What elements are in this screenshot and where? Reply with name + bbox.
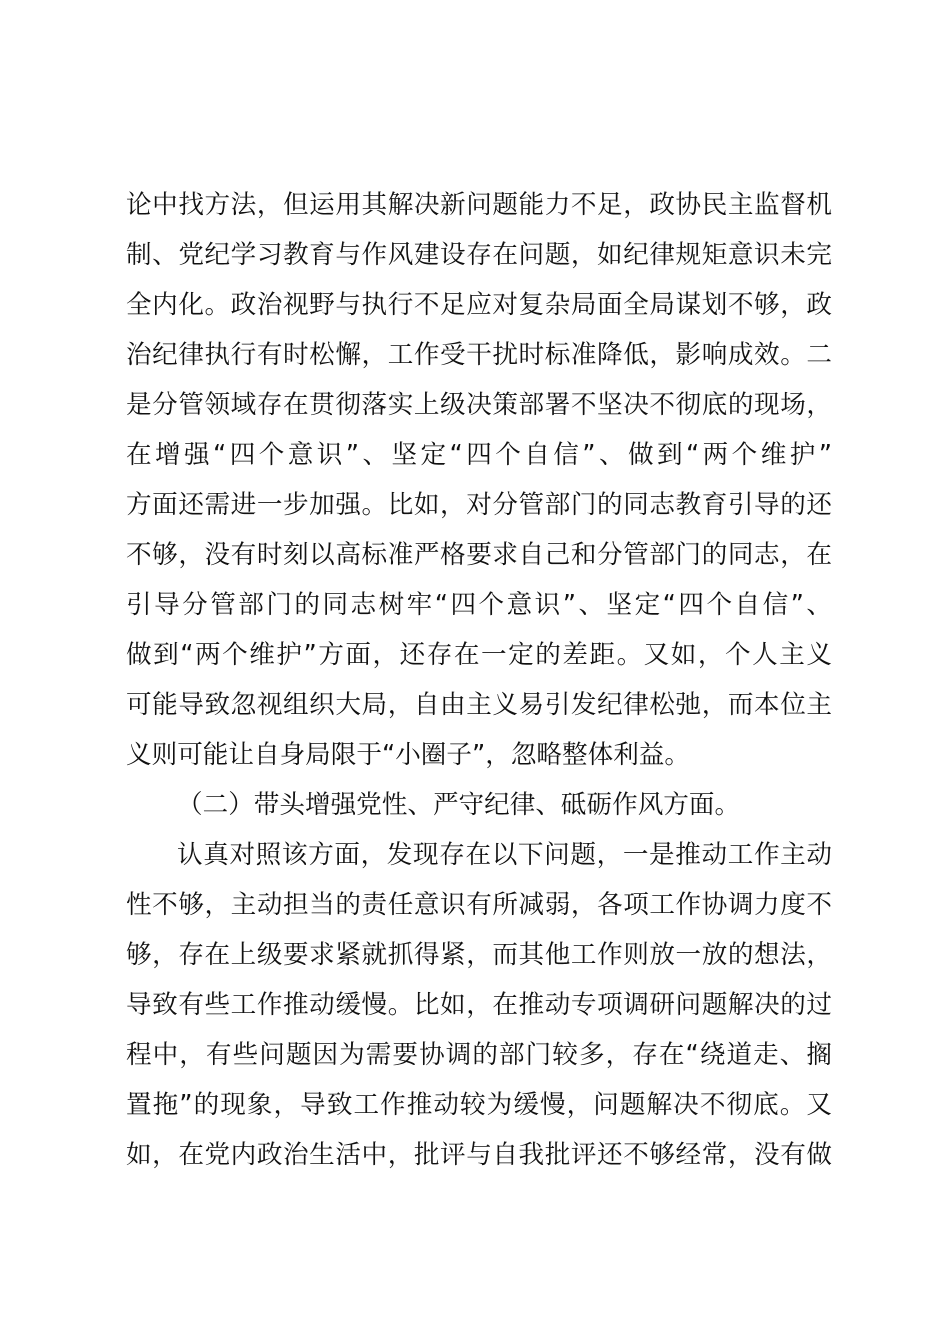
text-line-20: 如，在党内政治生活中，批评与自我批评还不够经常，没有做 [126, 1140, 832, 1170]
document-body [126, 180, 832, 1180]
text-line-7: 方面还需进一步加强。比如，对分管部门的同志教育引导的还 [126, 490, 832, 520]
text-line-16: 够，存在上级要求紧就抓得紧，而其他工作则放一放的想法， [126, 940, 832, 970]
text-line-3: 全内化。政治视野与执行不足应对复杂局面全局谋划不够，政 [126, 290, 832, 320]
text-line-12: 义则可能让自身局限于“小圈子”，忽略整体利益。 [126, 740, 690, 770]
text-line-19: 置拖”的现象，导致工作推动较为缓慢，问题解决不彻底。又 [126, 1090, 832, 1120]
text-line-11: 可能导致忽视组织大局，自由主义易引发纪律松弛，而本位主 [126, 690, 832, 720]
text-line-17: 导致有些工作推动缓慢。比如，在推动专项调研问题解决的过 [126, 990, 832, 1020]
text-line-5: 是分管领域存在贯彻落实上级决策部署不坚决不彻底的现场， [126, 390, 832, 420]
text-line-1: 论中找方法，但运用其解决新问题能力不足，政协民主监督机 [126, 190, 832, 220]
text-line-15: 性不够，主动担当的责任意识有所减弱，各项工作协调力度不 [126, 890, 832, 920]
text-line-2: 制、党纪学习教育与作风建设存在问题，如纪律规矩意识未完 [126, 240, 832, 270]
text-line-4: 治纪律执行有时松懈，工作受干扰时标准降低，影响成效。二 [126, 340, 832, 370]
text-line-10: 做到“两个维护”方面，还存在一定的差距。又如，个人主义 [126, 640, 832, 670]
text-line-9: 引导分管部门的同志树牢“四个意识”、坚定“四个自信”、 [126, 590, 832, 620]
section-heading: （二）带头增强党性、严守纪律、砥砺作风方面。 [177, 790, 741, 820]
text-line-6: 在增强“四个意识”、坚定“四个自信”、做到“两个维护” [126, 440, 832, 470]
text-line-18: 程中，有些问题因为需要协调的部门较多，存在“绕道走、搁 [126, 1040, 832, 1070]
text-line-14: 认真对照该方面，发现存在以下问题，一是推动工作主动 [177, 840, 832, 870]
text-line-8: 不够，没有时刻以高标准严格要求自己和分管部门的同志，在 [126, 540, 832, 570]
